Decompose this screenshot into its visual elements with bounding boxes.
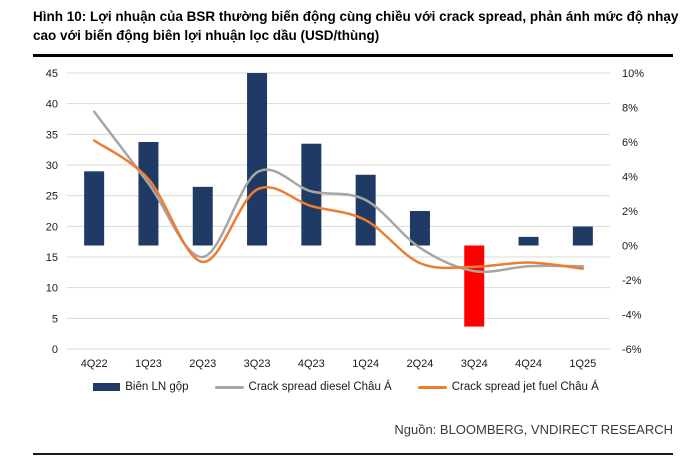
legend-label: Biên LN gộp bbox=[125, 381, 189, 393]
left-axis-tick: 5 bbox=[51, 313, 58, 326]
diesel-line-swatch bbox=[215, 386, 244, 389]
x-axis-label-2Q23: 2Q23 bbox=[189, 358, 217, 370]
left-axis-tick: 30 bbox=[45, 160, 58, 172]
left-axis-tick: 35 bbox=[45, 129, 58, 142]
legend-item-jetfuel bbox=[418, 381, 599, 393]
bar-2Q23 bbox=[193, 187, 213, 246]
x-axis-label-3Q24: 3Q24 bbox=[460, 358, 488, 370]
right-axis-tick: 0% bbox=[622, 240, 638, 253]
left-axis-tick: 25 bbox=[45, 190, 58, 203]
legend-label: Crack spread diesel Châu Á bbox=[248, 381, 392, 393]
jetfuel-crack-line bbox=[94, 140, 583, 268]
combo-chart bbox=[0, 60, 692, 380]
legend-item-diesel bbox=[215, 381, 392, 393]
x-axis-label-4Q22: 4Q22 bbox=[80, 358, 108, 370]
left-axis-tick: 20 bbox=[45, 221, 58, 234]
legend-item-gross-margin bbox=[93, 381, 188, 393]
left-axis-tick: 45 bbox=[45, 68, 58, 80]
bar-3Q24 bbox=[464, 246, 484, 327]
right-axis-tick: -6% bbox=[622, 344, 642, 356]
right-axis-tick: 6% bbox=[622, 137, 638, 149]
legend-label: Crack spread jet fuel Châu Á bbox=[451, 381, 599, 393]
bar-1Q25 bbox=[573, 227, 593, 246]
diesel-crack-line bbox=[94, 112, 583, 272]
right-axis-tick: -2% bbox=[622, 275, 642, 287]
x-axis-label-3Q23: 3Q23 bbox=[243, 358, 271, 370]
bar-4Q23 bbox=[301, 144, 321, 246]
chart-legend bbox=[0, 381, 692, 393]
x-axis-label-1Q24: 1Q24 bbox=[352, 358, 380, 370]
bar-1Q24 bbox=[356, 175, 376, 246]
right-axis-tick: 10% bbox=[622, 68, 645, 80]
right-axis-tick: -4% bbox=[622, 309, 642, 322]
x-axis-label-4Q24: 4Q24 bbox=[515, 358, 543, 370]
bar-2Q24 bbox=[410, 211, 430, 246]
bar-3Q23 bbox=[247, 73, 267, 246]
bottom-divider bbox=[33, 453, 673, 455]
jetfuel-line-swatch bbox=[418, 386, 447, 389]
figure-title: Hình 10: Lợi nhuận của BSR thường biến động cùng chiều với crack spread, phản ánh mức độ nhạy cao với biến động biên lợi nhuận lọc dầu (USD/thùng) bbox=[33, 9, 679, 43]
left-axis-tick: 10 bbox=[45, 282, 58, 295]
left-axis-tick: 0 bbox=[51, 344, 58, 356]
right-axis-tick: 8% bbox=[622, 102, 638, 115]
chart-plot-area bbox=[0, 60, 692, 380]
left-axis-tick: 40 bbox=[45, 98, 58, 111]
right-axis-tick: 2% bbox=[622, 206, 638, 218]
x-axis-label-4Q23: 4Q23 bbox=[297, 358, 325, 370]
title-divider bbox=[33, 54, 673, 57]
x-axis-label-1Q25: 1Q25 bbox=[569, 358, 597, 370]
bar-series-swatch bbox=[93, 383, 120, 391]
bar-4Q24 bbox=[519, 237, 539, 246]
bar-4Q22 bbox=[84, 171, 104, 245]
x-axis-label-1Q23: 1Q23 bbox=[134, 358, 162, 370]
x-axis-label-2Q24: 2Q24 bbox=[406, 358, 434, 370]
left-axis-tick: 15 bbox=[45, 252, 58, 264]
right-axis-tick: 4% bbox=[622, 171, 638, 184]
source-attribution: Nguồn: BLOOMBERG, VNDIRECT RESEARCH bbox=[394, 422, 673, 437]
